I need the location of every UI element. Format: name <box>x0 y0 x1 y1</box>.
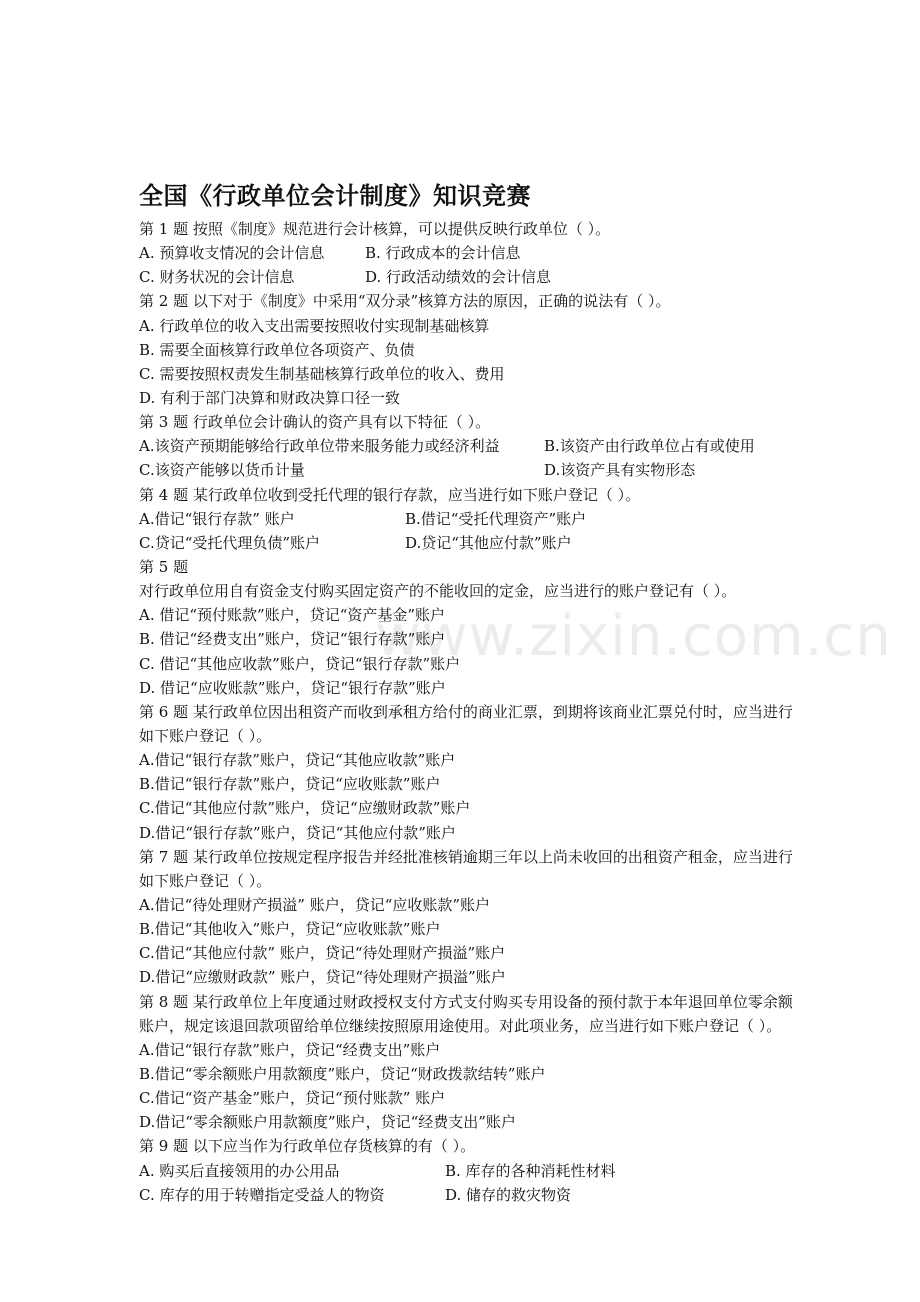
question-stem: 第 7 题 某行政单位按规定程序报告并经批准核销逾期三年以上尚未收回的出租资产租金，应当进行如下账户登记（ ）。 <box>139 847 793 890</box>
question-stem: 第 6 题 某行政单位因出租资产而收到承租方给付的商业汇票，到期将该商业汇票兑付时，应当进行如下账户登记（ ）。 <box>139 702 793 745</box>
option-d: D.该资产具有实物形态 <box>544 461 696 480</box>
option-d: D.借记“应缴财政款” 账户，贷记“待处理财产损溢”账户 <box>139 968 506 987</box>
option-c: C.贷记“受托代理负债”账户 <box>139 533 321 552</box>
option-row <box>139 1183 799 1207</box>
option-a: A.借记“待处理财产损溢” 账户，贷记“应收账款”账户 <box>139 896 491 914</box>
option-row <box>139 507 799 531</box>
question-stem: 第 3 题 行政单位会计确认的资产具有以下特征（ ）。 <box>139 413 491 432</box>
question-stem: 第 4 题 某行政单位收到受托代理的银行存款，应当进行如下账户登记（ ）。 <box>139 485 641 504</box>
question-stem: 第 1 题 按照《制度》规范进行会计核算，可以提供反映行政单位（ ）。 <box>139 220 611 238</box>
option-b: B.借记“银行存款”账户，贷记“应收账款”账户 <box>139 775 441 794</box>
option-d: D. 有利于部门决算和财政决算口径一致 <box>139 388 401 407</box>
option-c: C.借记“其他应付款”账户，贷记“应缴财政款”账户 <box>139 799 471 818</box>
option-b: B. 需要全面核算行政单位各项资产、负债 <box>139 340 415 359</box>
question-stem: 第 8 题 某行政单位上年度通过财政授权支付方式支付购买专用设备的预付款于本年退回单位零余额账户，规定该退回款项留给单位继续按照原用途使用。对此项业务，应当进行如下账户登记（ ）。 <box>139 992 793 1035</box>
option-a: A. 借记“预付账款”账户，贷记“资产基金”账户 <box>139 606 446 625</box>
option-a: A.该资产预期能够给行政单位带来服务能力或经济利益 <box>139 437 500 456</box>
question-list <box>139 217 799 1207</box>
option-c: C. 借记“其他应收款”账户，贷记“银行存款”账户 <box>139 654 461 673</box>
option-a: A.借记“银行存款”账户，贷记“其他应收款”账户 <box>139 751 456 770</box>
option-c: C. 需要按照权责发生制基础核算行政单位的收入、费用 <box>139 364 505 383</box>
option-a: A. 购买后直接领用的办公用品 <box>139 1161 340 1180</box>
option-a: A.借记“银行存款” 账户 <box>139 509 295 528</box>
question-stem: 对行政单位用自有资金支付购买固定资产的不能收回的定金，应当进行的账户登记有（ ）。 <box>139 582 737 601</box>
option-b: B. 行政成本的会计信息 <box>365 244 521 263</box>
option-row <box>139 1159 799 1183</box>
question-stem: 第 2 题 以下对于《制度》中采用“双分录”核算方法的原因，正确的说法有（ ）。 <box>139 292 671 311</box>
option-d: D.借记“银行存款”账户，贷记“其他应付款”账户 <box>139 823 456 842</box>
option-c: C.该资产能够以货币计量 <box>139 461 305 480</box>
document-title: 全国《行政单位会计制度》知识竞赛 <box>139 182 531 210</box>
option-row <box>139 241 799 265</box>
option-d: D. 借记“应收账款”账户，贷记“银行存款”账户 <box>139 678 446 697</box>
option-c: C.借记“其他应付款” 账户，贷记“待处理财产损溢”账户 <box>139 944 506 963</box>
option-c: C.借记“资产基金”账户，贷记“预付账款” 账户 <box>139 1089 446 1108</box>
option-d: D. 储存的救灾物资 <box>445 1185 572 1204</box>
option-c: C. 库存的用于转赠指定受益人的物资 <box>139 1185 385 1204</box>
option-b: B.借记“零余额账户用款额度”账户，贷记“财政拨款结转”账户 <box>139 1065 546 1084</box>
option-c: C. 财务状况的会计信息 <box>139 268 295 287</box>
option-d: D.贷记“其他应付款”账户 <box>405 533 572 552</box>
option-b: B.借记“其他收入”账户，贷记“应收账款”账户 <box>139 920 441 939</box>
option-b: B.该资产由行政单位占有或使用 <box>544 437 755 456</box>
option-row <box>139 458 799 482</box>
option-d: D.借记“零余额账户用款额度”账户，贷记“经费支出”账户 <box>139 1113 516 1132</box>
option-a: A. 预算收支情况的会计信息 <box>139 244 325 263</box>
question-stem: 第 9 题 以下应当作为行政单位存货核算的有（ ）。 <box>139 1137 476 1156</box>
question-label: 第 5 题 <box>139 557 189 576</box>
option-b: B. 借记“经费支出”账户，贷记“银行存款”账户 <box>139 630 446 649</box>
option-b: B.借记“受托代理资产”账户 <box>405 509 587 528</box>
watermark: www.zixin.com.cn <box>375 604 892 669</box>
option-row <box>139 265 799 289</box>
option-b: B. 库存的各种消耗性材料 <box>445 1161 616 1180</box>
option-d: D. 行政活动绩效的会计信息 <box>365 268 552 287</box>
option-row <box>139 531 799 555</box>
option-a: A.借记“银行存款”账户，贷记“经费支出”账户 <box>139 1040 441 1059</box>
option-row <box>139 434 799 458</box>
option-a: A. 行政单位的收入支出需要按照收付实现制基础核算 <box>139 316 490 335</box>
